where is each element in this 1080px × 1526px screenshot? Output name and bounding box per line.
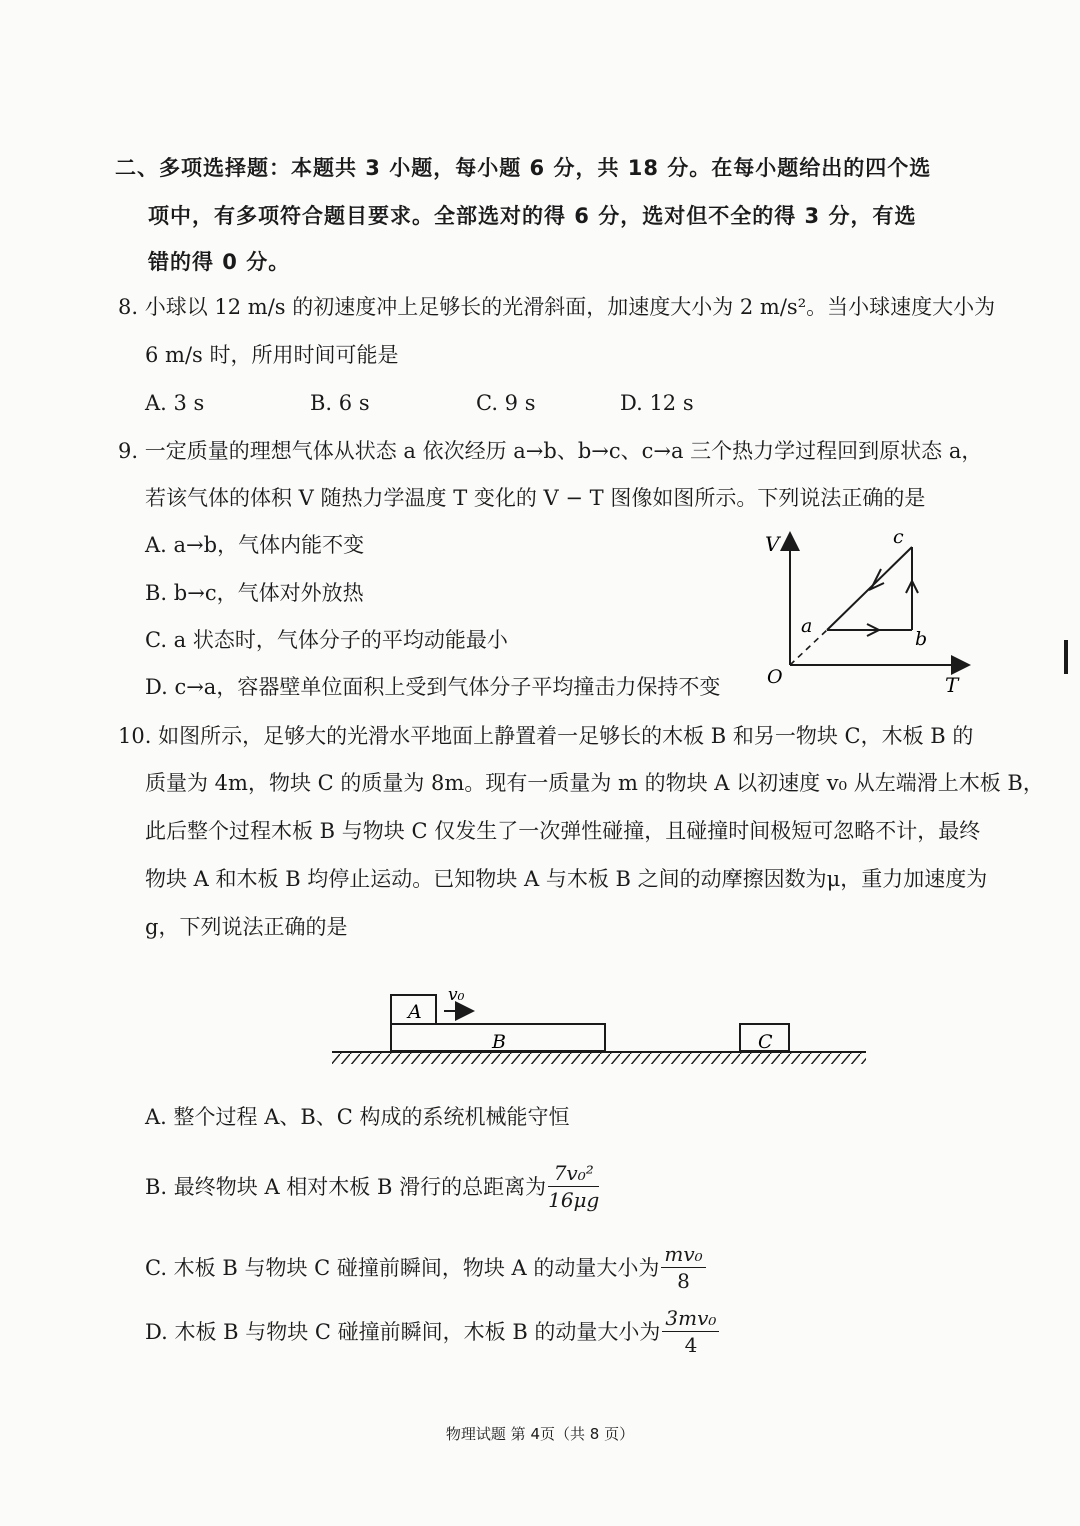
blocks-figure [330,982,870,1067]
q10-stem-line4: 物块 A 和木板 B 均停止运动。已知物块 A 与木板 B 之间的动摩擦因数为μ，重力加速度为 [145,867,988,891]
q10-option-b-fraction [548,1160,599,1213]
q10-stem-line3: 此后整个过程木板 B 与物块 C 仅发生了一次弹性碰撞，且碰撞时间极短可忽略不计，最终 [145,819,981,843]
label-block-c: C [758,1031,773,1053]
arrow-c-to-a [871,569,884,589]
page-footer: 物理试题 第 4页（共 8 页） [445,1425,635,1443]
q8-option-c: C. 9 s [476,391,536,415]
page-edge-mark [1064,640,1068,674]
q10-option-b-numerator: 7v₀² [548,1160,599,1187]
q10-option-b-denominator: 16μg [548,1188,600,1212]
q9-option-d: D. c→a，容器壁单位面积上受到气体分子平均撞击力保持不变 [145,675,721,699]
q9-option-b: B. b→c，气体对外放热 [145,581,364,605]
q10-option-d-denominator: 4 [684,1333,698,1357]
q10-option-c-denominator: 8 [677,1269,690,1293]
label-origin: O [767,666,783,688]
q10-option-c-fraction [661,1241,705,1294]
q9-option-a: A. a→b，气体内能不变 [145,533,365,557]
label-point-c: c [893,526,904,548]
label-point-b: b [915,628,928,650]
label-v: V [765,532,780,556]
label-t: T [945,673,959,697]
q10-option-b [145,1160,599,1213]
q9-option-c: C. a 状态时，气体分子的平均动能最小 [145,628,508,652]
label-block-a: A [408,1001,422,1023]
label-velocity: v₀ [448,985,465,1005]
q10-option-d-numerator: 3mv₀ [662,1305,719,1332]
q8-stem-line1: 8. 小球以 12 m/s 的初速度冲上足够长的光滑斜面，加速度大小为 2 m/s²。当小球速度大小为 [118,295,996,319]
section-heading-line2: 项中，有多项符合题目要求。全部选对的得 6 分，选对但不全的得 3 分，有选 [148,204,917,228]
q8-option-a: A. 3 s [145,391,205,415]
section-heading-line1: 二、多项选择题：本题共 3 小题，每小题 6 分，共 18 分。在每小题给出的四个选 [115,156,932,180]
ground-hatch [332,1053,866,1064]
q10-option-b-text: B. 最终物块 A 相对木板 B 滑行的总距离为 [145,1174,547,1199]
q10-option-c-numerator: mv₀ [661,1241,705,1268]
q8-option-d: D. 12 s [620,391,694,415]
q10-stem-line2: 质量为 4m，物块 C 的质量为 8m。现有一质量为 m 的物块 A 以初速度 v₀ 从左端滑上木板 B， [145,771,1044,795]
path-c-to-a [827,547,912,630]
q9-stem-line2: 若该气体的体积 V 随热力学温度 T 变化的 V − T 图像如图所示。下列说法正确的是 [145,486,926,510]
label-board-b: B [492,1031,506,1053]
vt-graph [755,525,980,700]
section-heading-line3: 错的得 0 分。 [148,250,291,274]
q10-option-c-text: C. 木板 B 与物块 C 碰撞前瞬间，物块 A 的动量大小为 [145,1255,660,1280]
q10-option-d-text: D. 木板 B 与物块 C 碰撞前瞬间，木板 B 的动量大小为 [145,1319,661,1344]
q8-option-b: B. 6 s [310,391,370,415]
label-point-a: a [801,615,813,637]
q8-stem-line2: 6 m/s 时，所用时间可能是 [145,343,399,367]
q10-option-a: A. 整个过程 A、B、C 构成的系统机械能守恒 [145,1105,570,1129]
q10-option-c [145,1241,706,1294]
q9-stem-line1: 9. 一定质量的理想气体从状态 a 依次经历 a→b、b→c、c→a 三个热力学过程回到原状态 a， [118,439,983,463]
q10-stem-line5: g，下列说法正确的是 [145,915,348,939]
q10-option-d [145,1305,719,1358]
q10-option-d-fraction [662,1305,719,1358]
q10-stem-line1: 10. 如图所示，足够大的光滑水平地面上静置着一足够长的木板 B 和另一物块 C，木板 B 的 [118,724,974,748]
